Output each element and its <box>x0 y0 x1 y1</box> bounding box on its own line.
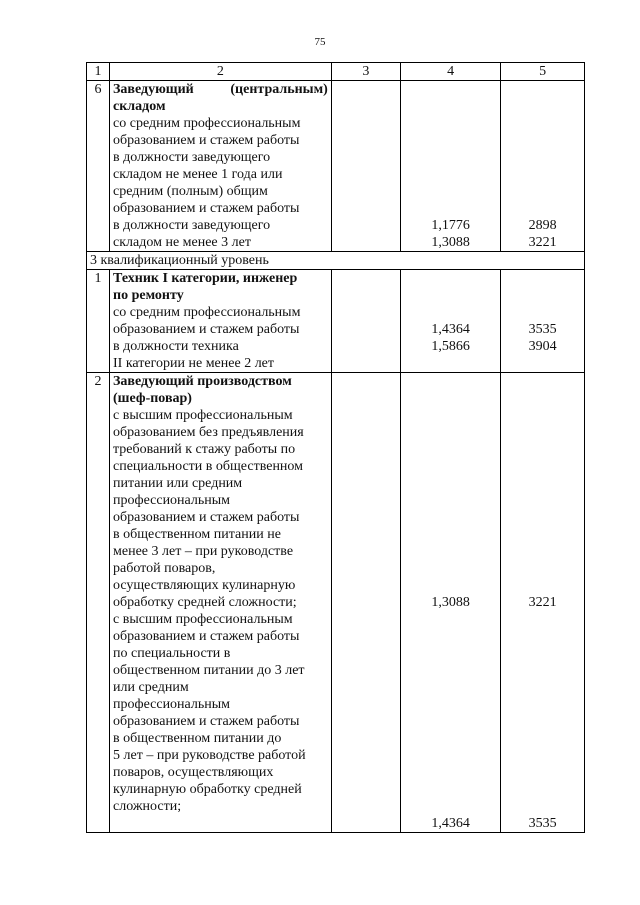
position-desc-line: образованием и стажем работы <box>113 133 300 148</box>
row-number: 2 <box>87 373 110 833</box>
empty-cell <box>331 373 400 833</box>
coefficient-value: 1,4364 <box>431 322 470 337</box>
row-number: 6 <box>87 81 110 252</box>
section-label: 3 квалификационный уровень <box>87 252 585 270</box>
salary-value: 3221 <box>528 595 557 610</box>
position-title: складом <box>113 99 166 114</box>
position-title: (шеф-повар) <box>113 391 192 406</box>
position-desc-line: профессиональным <box>113 697 231 712</box>
salary-cell <box>501 373 585 833</box>
table-row <box>87 373 585 833</box>
coefficient-cell <box>400 81 500 252</box>
position-title: Заведующий (центральным) <box>113 82 328 97</box>
row-number: 1 <box>87 270 110 373</box>
position-desc-line: образованием и стажем работы <box>113 322 300 337</box>
coefficient-cell <box>400 270 500 373</box>
coefficient-value: 1,3088 <box>431 235 470 250</box>
position-desc-line: 5 лет – при руководстве работой <box>113 748 306 763</box>
salary-value: 3904 <box>528 339 557 354</box>
position-desc-line: осуществляющих кулинарную <box>113 578 296 593</box>
position-desc-line: складом не менее 3 лет <box>113 235 251 250</box>
position-desc-line: средним (полным) общим <box>113 184 268 199</box>
coefficient-value: 1,4364 <box>431 816 470 831</box>
position-desc-line: образованием без предъявления <box>113 425 304 440</box>
coefficient-cell <box>400 373 500 833</box>
position-desc-line: профессиональным <box>113 493 231 508</box>
coefficient-value: 1,1776 <box>431 218 470 233</box>
position-title: по ремонту <box>113 288 184 303</box>
salary-value: 3535 <box>528 816 557 831</box>
section-row <box>87 252 585 270</box>
position-desc-line: работой поваров, <box>113 561 216 576</box>
position-desc-line: с высшим профессиональным <box>113 408 293 423</box>
position-desc-line: в должности заведующего <box>113 150 271 165</box>
position-desc-line: менее 3 лет – при руководстве <box>113 544 294 559</box>
position-desc-line: поваров, осуществляющих <box>113 765 274 780</box>
header-cell: 5 <box>501 63 585 81</box>
empty-cell <box>331 270 400 373</box>
position-desc-line: образованием и стажем работы <box>113 510 300 525</box>
header-cell: 3 <box>331 63 400 81</box>
page-number: 75 <box>314 36 326 48</box>
position-desc-line: специальности в общественном <box>113 459 304 474</box>
empty-cell <box>331 81 400 252</box>
position-desc-line: в общественном питании не <box>113 527 281 542</box>
position-desc-line: в должности техника <box>113 339 239 354</box>
position-desc-line: требований к стажу работы по <box>113 442 296 457</box>
salary-value: 3535 <box>528 322 557 337</box>
position-cell <box>110 270 332 373</box>
header-cell: 1 <box>87 63 110 81</box>
table-row <box>87 270 585 373</box>
position-desc-line: образованием и стажем работы <box>113 201 300 216</box>
position-desc-line: со средним профессиональным <box>113 305 301 320</box>
position-desc-line: в общественном питании до <box>113 731 282 746</box>
position-desc-line: со средним профессиональным <box>113 116 301 131</box>
salary-value: 3221 <box>528 235 557 250</box>
position-cell <box>110 81 332 252</box>
header-cell: 4 <box>400 63 500 81</box>
position-desc-line: II категории не менее 2 лет <box>113 356 275 371</box>
table-row <box>87 81 585 252</box>
position-desc-line: в должности заведующего <box>113 218 271 233</box>
position-desc-line: сложности; <box>113 799 182 814</box>
position-cell <box>110 373 332 833</box>
position-desc-line: с высшим профессиональным <box>113 612 293 627</box>
position-title: Заведующий производством <box>113 374 292 389</box>
table-header-row <box>87 63 585 81</box>
coefficient-value: 1,5866 <box>431 339 470 354</box>
salary-cell <box>501 81 585 252</box>
position-desc-line: или средним <box>113 680 189 695</box>
position-desc-line: питании или средним <box>113 476 243 491</box>
salary-value: 2898 <box>528 218 557 233</box>
position-desc-line: общественном питании до 3 лет <box>113 663 305 678</box>
position-title: Техник I категории, инженер <box>113 271 298 286</box>
header-cell: 2 <box>110 63 332 81</box>
position-desc-line: образованием и стажем работы <box>113 714 300 729</box>
salary-cell <box>501 270 585 373</box>
position-desc-line: кулинарную обработку средней <box>113 782 302 797</box>
coefficient-value: 1,3088 <box>431 595 470 610</box>
position-desc-line: образованием и стажем работы <box>113 629 300 644</box>
position-desc-line: по специальности в <box>113 646 231 661</box>
position-desc-line: обработку средней сложности; <box>113 595 297 610</box>
salary-table <box>86 62 585 833</box>
position-desc-line: складом не менее 1 года или <box>113 167 283 182</box>
